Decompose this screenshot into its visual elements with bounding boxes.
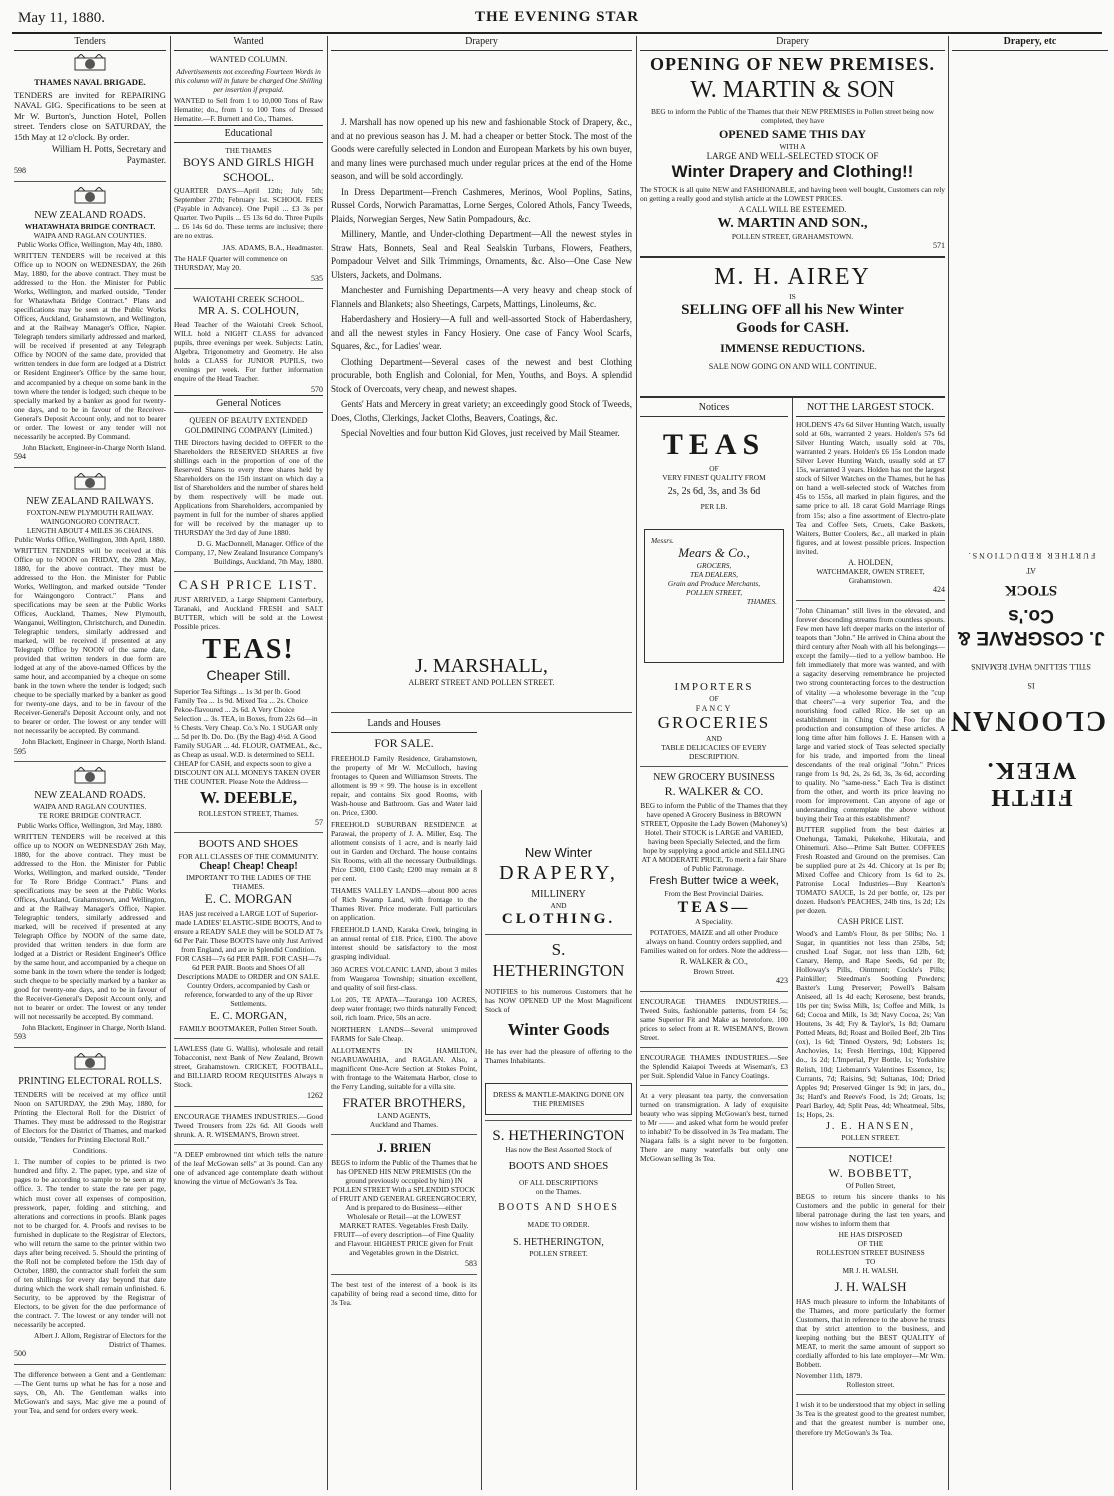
merchant-name: S. HETHERINGTON	[492, 1128, 625, 1145]
ad-body: WRITTEN TENDERS will be received at this Office up to NOON on WEDNESDAY, the 26th May, 1880, for the above contract. They must be addressed to the Hon. the Minister for Public Works, Wellington, and marked outside, "Tender for Whatawhata Bridge Contract." Plans and specifications may be seen at the Public Works Offices, Auckland, Grahamstown, and Wellington, and at the Railway Manager's Office, Napier. Telegraph tenders similarly addressed and marked, will be received if presented at any Telegraph Office by NOON of the same date, provided that written tenders in due form are lodged at a District or Resident Engineer's Office by the same hour, and accompanied by a cheque on some bank in the town where the tender is lodged; such cheque to be specially marked by a banker as good for twenty-one days, and to be in favour of the Receiver-General's Deposit Account only, and not to bearer or order. The lowest or any tender will not necessarily be accepted. By Command.	[14, 251, 166, 441]
ad-number: 583	[465, 1259, 477, 1269]
merchant-address: ALBERT STREET AND POLLEN STREET.	[408, 678, 555, 687]
column-holden-hansen	[796, 402, 945, 1490]
ad-number: 594	[14, 451, 26, 461]
merchant-name: A. HOLDEN,	[848, 557, 893, 567]
ad-line: OF	[709, 463, 719, 473]
ad-line: STOCK	[1004, 582, 1058, 598]
ad-paragraph: Special Novelties and four button Kid Gloves, just received by Mail Steamer.	[341, 428, 620, 439]
ad-signature: William H. Potts, Secretary and Paymaster.	[51, 144, 166, 166]
ad-body: BEG to inform the Public of the Thames that their NEW PREMISES in Pollen street being now completed, they have	[650, 107, 934, 126]
card-line: POLLEN STREET,	[685, 588, 743, 598]
ad-body: NOTIFIES to his numerous Customers that he has NOW OPENED UP the Most Magnificent Stock of	[485, 987, 632, 1015]
ad-heading: WANTED COLUMN.	[209, 54, 288, 65]
ad-body: TENDERS will be received at my office until Noon on SATURDAY, the 29th May, 1880, for Printing the Electoral Roll for the District of Thames. They must be addressed to the Registrar of Electors for the District of Thames, and marked outside, "Tenders for Printing Electoral Roll."	[14, 1090, 166, 1145]
ad-line: TO	[865, 1257, 876, 1267]
ad-line: FURTHER REDUCTIONS.	[966, 551, 1096, 560]
ad-line: LARGE AND WELL-SELECTED STOCK OF	[706, 151, 879, 162]
merchant-name: R. WALKER & CO.	[664, 784, 764, 799]
merchant-address: Auckland and Thames.	[369, 1119, 439, 1129]
ad-line: STILL SELLING WHAT REMAINS	[971, 662, 1091, 671]
masthead	[12, 4, 1102, 34]
ad-body: HAS much pleasure to inform the Inhabitants of the Thames, and more particularly the former Customers, that in reference to the above he trusts that by strict attention to the business, and keeping nothing but the BEST QUALITY of MEAT, to merit the same amount of support so cordially afforded to his late employer—Mr Wm. Bobbett.	[796, 1297, 945, 1370]
column-rule	[792, 398, 793, 1490]
merchant-address: Brown Street.	[693, 966, 735, 976]
ad-line: AND	[705, 733, 722, 743]
ad-body: POTATOES, MAIZE and all other Produce always on hand. Country orders supplied, and Families waited on for orders. Note the address—	[640, 928, 788, 956]
section-header: Tenders	[14, 36, 166, 51]
card-name: Mears & Co.,	[678, 545, 750, 561]
ad-line: SALE NOW GOING ON AND WILL CONTINUE.	[708, 362, 877, 372]
ad-body: BEGS to inform the Public of the Thames that he has OPENED HIS NEW PREMISES (On the ground previously occupied by him) IN POLLEN STREET With a SPLENDID STOCK of FRUIT AND GENERAL GREENGROCERY, And is prepared to do Business—either Wholesale or Retail—at the LOWEST MARKET RATES. Vegetables Fresh Daily. FRUIT—of every description—of Fine Quality and Flavour. HIGHEST PRICE given for Fruit and Vegetables grown in the District.	[331, 1157, 477, 1257]
ad-paragraph: Clothing Department—Several cases of the newest and best Clothing procurable, both English and Colonial, for Men, Youths, and Boys. A splendid Stock of Overcoats, very cheap, and newest shapes.	[331, 356, 632, 394]
ad-headline: SELLING OFF all his New Winter	[681, 301, 904, 318]
merchant-address: Rolleston street.	[846, 1380, 895, 1390]
dressmaking-box: DRESS & MANTLE-MAKING DONE ON THE PREMISES	[485, 1083, 632, 1115]
ad-heading: PRINTING ELECTORAL ROLLS.	[18, 1075, 162, 1087]
ad-line: Of Pollen Street,	[845, 1180, 896, 1190]
ad-subheading: WAIPA AND RAGLAN COUNTIES.	[33, 231, 147, 240]
ad-line: PER LB.	[700, 502, 728, 512]
filler-paragraph: "A DEEP embrowned tint which tells the nature of the leaf McGowan sells" at 3s pound. Can any one of advanced age contemplate death without knowing the virtue of McGowan's 3s Tea.	[174, 1149, 323, 1186]
ad-heading: NEW ZEALAND ROADS.	[34, 790, 146, 802]
ad-line: IS	[1027, 681, 1035, 690]
ad-body: WRITTEN TENDERS will be received at this Office up to NOON on FRIDAY, the 28th May, 1880, for the above contract. They must be addressed to the Hon. the Minister for Public Works, Wellington, and marked outside "Tender for Waingongoro Contract." Plans and specifications may be seen at the Public Works Offices, Auckland, Thames, New Plymouth, Wanganui, Wellington, Christchurch, and Dunedin. Telegraphic tenders, similarly addressed and marked, will be received if presented at any Telegraph Office by NOON of the same date, provided that written tenders in due form are lodged at any of the above-named Offices by the same hour, and accompanied by a cheque on some bank in the town where the tender is lodged; such cheque to be specially marked by a banker as good for twenty-one days, and to be in favour of the Receiver-General's Deposit Account only, and not to bearer or order. The lowest or any tender will not necessarily be accepted. By command.	[14, 545, 166, 736]
section-header: Lands and Houses	[331, 718, 477, 733]
merchant-name: R. WALKER & CO.,	[680, 957, 748, 967]
price-list: Superior Tea Siftings ... 1s 3d per lb. Good Family Tea ... 1s 9d. Mixed Tea ... 2s. Choice Pekoe-flavoured ... 2s 6d. A Very Choice Selection ... 3s. TEA, in Boxes, from 22s 6d—in ½ Chests. Very Cheap. Co.'s No. 1 SUGAR only ... 5d per lb. Do. Do. (By the Bag) 4½d. A Good Family SUGAR ... 4d. FLOUR, OATMEAL, &c., as Cheap as usual. W.D. is determined to SELL CHEAP for CASH, and expects soon to give a DISCOUNT ON ALL MONEYS TAKEN OVER THE COUNTER. Please Note the Address—	[174, 686, 322, 786]
card-line: GROCERS,	[696, 560, 732, 570]
ad-line: VERY FINEST QUALITY FROM	[662, 472, 766, 482]
ad-heading: NEW ZEALAND ROADS.	[34, 209, 146, 221]
section-header: Educational	[174, 125, 323, 143]
ad-number: 570	[311, 385, 323, 395]
ad-subheading: IMPORTANT TO THE LADIES OF THE THAMES.	[186, 873, 311, 892]
merchant-name: W. DEEBLE,	[199, 787, 298, 807]
merchant-name: J. COSGRAVE & Co.'s	[957, 605, 1105, 648]
ad-body: LAWLESS (late G. Wallis), wholesale and retail Tobacconist, next Bank of New Zealand, Brown street, Grahamstown. CRICKET, FOOTBALL, and BILLIARD ROOM REQUISITES Always n Stock.	[174, 1043, 323, 1089]
ad-paragraph: Manchester and Furnishing Departments—A very heavy and cheap stock of Flannels and Blankets; also Sheetings, Carpets, Mattings, Linoleums, &c.	[331, 285, 632, 309]
ad-subheading: WAINGONGORO CONTRACT.	[40, 516, 140, 526]
ad-heading: NEW GROCERY BUSINESS	[653, 772, 775, 784]
section-header: Drapery	[331, 36, 632, 51]
ad-number: 500	[14, 1349, 26, 1359]
ad-line: 2s, 2s 6d, 3s, and 3s 6d	[667, 485, 761, 497]
ad-line: ROLLESTON STREET BUSINESS	[816, 1248, 925, 1258]
ad-line: FANCY	[695, 703, 733, 713]
ad-headline: OPENED SAME THIS DAY	[718, 127, 867, 142]
merchant-name: FRATER BROTHERS,	[342, 1094, 466, 1110]
ad-line: MADE TO ORDER.	[527, 1220, 590, 1230]
ad-heading: CASH PRICE LIST.	[837, 917, 904, 927]
ad-number: 595	[14, 746, 26, 756]
ad-line: BOOTS AND SHOES	[498, 1201, 619, 1213]
column-rule	[636, 36, 637, 1490]
ad-line: Has now the Best Assorted Stock of	[505, 1145, 612, 1155]
column-drapery-martin	[640, 36, 945, 392]
ad-heading: WAIOTAHI CREEK SCHOOL.	[192, 294, 305, 305]
merchant-address: FAMILY BOOTMAKER, Pollen Street South.	[179, 1023, 318, 1033]
merchant-name: M. H. AIREY	[714, 263, 871, 290]
ad-subheading: FOXTON-NEW PLYMOUTH RAILWAY.	[26, 507, 154, 517]
ad-body: BUTTER supplied from the best dairies at Onehunga, Tamaki, Pukekohe, Hikutaia, and Ohinemuri. Also—Prime Salt Butter. COFFEES Fresh Roasted and Ground on the premises. Can be supplied pure at 2s 4d. Chicory at 1s per lb; Mixed Coffee and Chicory from 1s 6d to 2s. Patronise Local Industries—Buy Kearton's TOMATO SAUCE, 1s 2d per bottle, or, 12s per dozen. Hudson's PEACHES, 24lb tins, 1s 2d; 12s per dozen.	[796, 824, 945, 916]
separator	[640, 396, 945, 398]
ad-heading: BOOTS AND SHOES	[198, 838, 299, 851]
ad-headline: Winter Drapery and Clothing!!	[671, 162, 914, 182]
ad-headline: TEAS—	[677, 898, 751, 916]
column-lands-houses	[331, 718, 477, 1490]
marshall-signature-block	[331, 655, 632, 687]
ad-heading: NEW ZEALAND RAILWAYS.	[26, 495, 154, 507]
ad-signature: John Blackett, Engineer in Charge, North Island.	[21, 1023, 166, 1033]
section-header: Drapery, etc	[952, 36, 1108, 51]
ad-headline: Goods for CASH.	[736, 320, 849, 337]
ad-headline: GROCERIES	[657, 713, 771, 733]
ad-line: A CALL WILL BE ESTEEMED.	[738, 204, 847, 214]
column-rule	[481, 790, 482, 1490]
property-listing: Lot 205, TE APATA—Tauranga 100 ACRES, deep water frontage; two thirds naturally Fenced; soil, rich loam. Price, 50s an acre.	[331, 994, 477, 1022]
ad-heading: THE THAMES	[225, 146, 272, 156]
royal-crest-icon	[73, 473, 107, 493]
property-listing: NORTHERN LANDS—Several unimproved FARMS for Sale Cheap.	[331, 1024, 477, 1043]
ad-and: AND	[550, 901, 567, 911]
column-rule	[170, 36, 171, 1490]
column-rule	[327, 36, 328, 1490]
ad-number: 571	[933, 240, 945, 250]
ad-slogan: Cheap! Cheap! Cheap!	[199, 860, 298, 872]
ad-number: 593	[14, 1032, 26, 1042]
ad-body: The STOCK is all quite NEW and FASHIONABLE, and having been well bought, Customers can rely on getting a really good and stylish article at the LOWEST PRICES.	[640, 184, 945, 203]
ad-body: ENCOURAGE THAMES INDUSTRIES.—Good Tweed Trousers from 22s 6d. All Goods well shrunk. A. R. WISEMAN'S, Brown street.	[174, 1111, 323, 1139]
ad-line: WITH A	[779, 142, 806, 152]
column-tenders	[14, 36, 166, 1490]
merchant-name: J. E. HANSEN,	[825, 1120, 916, 1132]
ad-subheading: Conditions.	[72, 1146, 108, 1156]
merchant-name: W. MARTIN & SON	[690, 77, 895, 104]
card-line: THAMES.	[746, 597, 777, 607]
royal-crest-icon	[73, 767, 107, 787]
royal-crest-icon	[73, 1053, 107, 1073]
filler-paragraph: At a very pleasant tea party, the conversation turned on transmigration. A lady of exquisite beauty who was sipping McGowan's best, turned to Mr —— and asked what form he would prefer to inhabit? To be dissolved in 3s Tea madam. The Niagara falls is a sight never to be forgotten. There are many waterfalls but only one McGowan selling 3s Tea.	[640, 1091, 788, 1164]
ad-subheading: Cheaper Still.	[206, 667, 291, 684]
ad-body: ENCOURAGE THAMES INDUSTRIES.—See the Splendid Kaiapoi Tweeds at Wiseman's, £3 per Suit. Splendid Value in Fancy Coatings.	[640, 1052, 788, 1080]
separator	[331, 712, 632, 713]
ad-date: November 11th, 1879.	[796, 1371, 863, 1381]
ad-line: HE HAS DISPOSED	[838, 1230, 903, 1240]
merchant-name: W. BOBBETT,	[828, 1166, 913, 1181]
ad-office: Public Works Office, Wellington, May 4th, 1880.	[17, 240, 163, 250]
merchant-address: POLLEN STREET.	[529, 1249, 588, 1259]
ad-number: 598	[14, 166, 26, 176]
ad-signature: JAS. ADAMS, B.A., Headmaster.	[222, 242, 323, 252]
merchant-name: W. MARTIN AND SON.,	[717, 215, 868, 231]
section-header: Drapery	[640, 36, 945, 51]
ad-body: HOLDEN'S 47s 6d Silver Hunting Watch, usually sold at 60s, warranted 2 years. Holden's 57s 6d Silver Hunting Watch, usually sold at 70s, warranted 2 years. Holden's £6 15s London made Silver Lever Hunting Watch, usually sold at £7 15s, warranted 3 years. Holden has not the largest stock of Silver Watches on the Thames, but he has on hand a well-selected stock of Watches from 45s to 155s, all marked in plain figures, and the same price to all. 18 carat Gold Marriage Rings from 15s; also a fine assortment of Electro-plate Tea and Coffee Sets, Cruets, Cake Baskets, Waiters, Butter Coolers, &c., all marked in plain figures, and at lowest possible prices. Inspection invited.	[796, 420, 945, 556]
ad-body: WANTED to Sell from 1 to 10,000 Tons of Raw Hematite; do., from 1 to 100 Tons of Dressed Hematite.—F. Burnett and Co., Thames.	[174, 95, 323, 123]
ad-line: OF ALL DESCRIPTIONS	[519, 1177, 598, 1187]
ad-office: Public Works Office, Wellington, 30th April, 1880.	[14, 534, 166, 544]
ad-paragraph: In Dress Department—French Cashmeres, Merinos, Wool Poplins, Satins, Russel Cords, Norwich Paramattas, Lorne Serges, Colored Athols, Fancy Tweeds, Plaids, Norwegian Serges, New Satin Pompadours, &c.	[331, 186, 632, 224]
issue-date: May 11, 1880.	[18, 10, 105, 26]
ad-conditions: 1. The number of copies to be printed is two hundred and fifty. 2. The paper, type, and size of pages to be according to sample to be seen at my office. 3. The tender to state the rate per page, which must cover all expenses of composition, presswork, paper, folding and stitching, and alterations and corrections in proofs. Blank pages not to be charged for. 4. Proofs and revises to be furnished in duplicate to the Registrar of Electors, who will return the same to the printer within two days after being received. 5. Should the printing of the Roll not be completed before the 15th day of October, 1880, the contractor shall forfeit the sum of ten shillings for every day beyond that date during which the work shall remain unfinished. 6. Security, to be approved by the Registrar of Electors, to be given for the due performance of the contract. 7. The lowest or any tender will not necessarily be accepted.	[14, 1157, 166, 1329]
merchant-address: POLLEN STREET, GRAHAMSTOWN.	[731, 231, 854, 241]
ad-headline: CLOTHING.	[501, 911, 616, 928]
merchant-name: E. C. MORGAN,	[210, 1010, 287, 1023]
ad-number: 57	[315, 817, 323, 827]
ad-body: TENDERS are invited for REPAIRING NAVAL GIG. Specifications to be seen at Mr W. Burton's, Junction Hotel, Pollen street. Tenders close on SATURDAY, the 15th May at 12 o'clock. By order.	[14, 89, 166, 142]
section-header: General Notices	[174, 395, 323, 413]
upside-down-advertisement	[948, 230, 1106, 850]
ad-number: 424	[933, 585, 945, 595]
property-listing: THAMES VALLEY LANDS—about 800 acres of Rich Swamp Land, with frontage to the Thames River. Price moderate. Full particulars on application.	[331, 886, 477, 923]
ad-heading: CASH PRICE LIST.	[178, 577, 319, 593]
ad-subheading: WAIPA AND RAGLAN COUNTIES.	[33, 802, 147, 812]
section-header: Notices	[640, 402, 788, 417]
section-header: Wanted	[174, 36, 323, 51]
ad-body: THE Directors having decided to OFFER to the Shareholders the RESERVED SHARES at five shillings each in the proportion of one of the Reserved Shares to every three shares held by Shareholders on the 15th instant on which day a list of Shareholders and the number of shares held by them respectively will be made out. Applications from Shareholders, accompanied by payment in full for the number of shares applied for will be received by the manager up to THURSDAY the 3rd day of June 1880.	[174, 437, 323, 538]
ad-headline: OPENING OF NEW PREMISES.	[649, 54, 936, 75]
ad-body: JUST ARRIVED, a Large Shipment Canterbury, Taranaki, and Auckland FRESH and SALT BUTTER, which will be sold at the Lowest Possible prices.	[174, 595, 323, 632]
business-card	[644, 529, 784, 663]
card-line: Messrs.	[651, 536, 674, 546]
ad-body: "John Chinaman" still lives in the elevated, and forever descending streams from countless spouts. Few men have left deeper marks on the interior of teapots than "John." He arrived in China about the third century after Noah with all his belongings—except the family—tied to a yellow bamboo. He felt immediately that more was wanted, and with a sagacity deserving remembrance he projected two strong counteracting forces to the destruction of vitality —a wholesome beverage in the "cup that cheers"—a very superior Tea, and the nourishing food called Rice. He set up an establishment in Ching Chow Foo for the production and consumption of these articles. A long time after him follows J. E. Hansen with a large and varied stock of Teas selected specially for his trade, and imported from the lineal descendants of the real original "John." Prices range from 1s 9d, 2s, 2s 6d, 3s, 3s 6d, according to quality. No "same-ness." Each Tea is distinct from the other, and worth its price leaving no room for improvement. Can anyone of age or understanding contemplate the above without buying their Tea at this establishment?	[796, 606, 945, 823]
teas-headline: TEAS!	[202, 634, 295, 666]
ad-body: ENCOURAGE THAMES INDUSTRIES.—Tweed Suits, fashionable patterns, from £4 5s; same Superior Fit and Make as heretofore. 100 prices to select from at R. WISEMAN'S, Brown Street.	[640, 996, 788, 1042]
school-title: BOYS AND GIRLS HIGH SCHOOL.	[182, 155, 314, 184]
ad-line: AT	[1026, 566, 1036, 575]
ad-headline: DRAPERY,	[499, 861, 618, 884]
ad-paragraph: J. Marshall has now opened up his new and fashionable Stock of Drapery, &c., and at no previous season has J. M. had a cheaper or better Stock. The most of the Goods were carefully selected in London and European Markets by his own buyer, and many lines were purchased much under regular prices at the end of the Home season, and will be sold accordingly.	[331, 117, 632, 182]
ad-headline: FIFTH WEEK.	[985, 757, 1077, 810]
ad-signature: John Blackett, Engineer in Charge, North Island.	[21, 737, 166, 747]
royal-crest-icon	[73, 54, 107, 74]
merchant-name: S. HETHERINGTON	[492, 939, 625, 980]
ad-heading: THAMES NAVAL BRIGADE.	[34, 77, 146, 88]
ad-signature: Albert J. Allom, Registrar of Electors for the District of Thames.	[34, 1330, 166, 1349]
ad-line: MR J. H. WALSH.	[842, 1266, 899, 1276]
ad-heading: New Winter	[524, 845, 593, 860]
ad-note: Advertisements not exceeding Fourteen Words in this column will in future be charged One Shilling per insertion if prepaid.	[174, 66, 323, 94]
ad-subheading: LAND AGENTS,	[377, 1110, 431, 1120]
ad-line: OF THE	[857, 1239, 884, 1249]
ad-number: 535	[311, 273, 323, 283]
ad-office: Public Works Office, Wellington, 3rd May, 1880.	[17, 820, 163, 830]
ad-subheading: FOR ALL CLASSES OF THE COMMUNITY.	[178, 851, 319, 861]
ad-headline: IMMENSE REDUCTIONS.	[720, 341, 865, 356]
ad-subheading: MILLINERY	[531, 889, 586, 901]
ad-line: A Speciality.	[695, 917, 733, 927]
property-listing: FREEHOLD SUBURBAN RESIDENCE at Parawai, the property of J. A. Miller, Esq. The allotment consists of 1 acre, and is nearly laid out in Garden and Orchard. The house contains Six Rooms, with all the necessary Outbuildings. Price £300, £100 Cash; £200 may remain at 8 per cent.	[331, 820, 477, 884]
ad-number: 1262	[307, 1090, 323, 1100]
ad-number: 423	[776, 976, 788, 985]
ad-heading: QUEEN OF BEAUTY EXTENDED GOLDMINING COMPANY (Limited.)	[184, 416, 313, 436]
ad-body: WRITTEN TENDERS will be received at this office up to NOON on WEDNESDAY 26th May, 1880, for the above contract. They must be addressed to the Hon. the Minister for Public Works, Wellington, and marked outside, "Tender for Te Rore Bridge Contract." Plans and specifications may be seen at the Public Works Offices, Auckland, Grahamstown, and Wellington, and at the Railway Manager's Office, Napier. Telegraphic tenders, similarly addressed and marked, will be received if presented at any Telegraph Office by NOON of the same date, provided that written tenders in due form are lodged at a District or Resident Engineer's Office by the same hour, and accompanied by a cheque on some bank in the town where the tender is lodged; such cheque to be specially marked by a banker as good for twenty-one days, and to be in favour of the Receiver-General's Deposit Account only, and not to bearer or order. The lowest or any tender will not necessarily be accepted. By command.	[14, 831, 166, 1022]
merchant-address: POLLEN STREET.	[841, 1132, 900, 1142]
ad-subheading: WHATAWHATA BRIDGE CONTRACT.	[24, 221, 156, 231]
filler-paragraph: I wish it to be understood that my object in selling 3s Tea is the greatest good to the greatest number, and that the greatest number is number one, therefore try McGowan's 3s Tea.	[796, 1400, 945, 1437]
column-wanted	[174, 36, 323, 1490]
merchant-name: J. H. WALSH	[834, 1279, 907, 1295]
ad-paragraph: Haberdashery and Hosiery—A full and well-assorted Stock of Haberdashery, and all the newest styles in Fancy Hosiery. One case of Fancy Wool Scarfs, Squares, &c., for Ladies' wear.	[331, 314, 632, 352]
ad-subheading: TE RORE BRIDGE CONTRACT.	[38, 811, 142, 821]
ad-line: BOOTS AND SHOES	[508, 1159, 609, 1172]
ad-signature: D. G. MacDonnell, Manager. Office of the Company, 17, New Zealand Insurance Company's Buildings, Auckland, 7th May, 1880.	[174, 539, 323, 567]
ad-body: Head Teacher of the Waiotahi Creek School, WILL hold a NIGHT CLASS for advanced pupils, three evenings per week. Subjects: Latin, Algebra, Trigonometry and Geometry. He also holds a CLASS for JUNIOR PUPILS, two evenings per week. For further information enquire of the Head Teacher.	[174, 320, 323, 384]
ad-body: BEGS to return his sincere thanks to his Customers and the public in general for their liberal patronage during the last ten years, and now wishes to inform them that	[796, 1191, 945, 1229]
ad-line: OF	[709, 694, 719, 704]
ad-line: IS	[789, 291, 796, 301]
ad-body: HAS just received a LARGE LOT of Superior-made LADIES' ELASTIC-SIDE BOOTS, And to ensure a READY SALE they will be SOLD AT 7s 6d Per Pair. These BOOTS have only Just Arrived from England, and are in Splendid Condition. FOR CASH—7s 6d PER PAIR. FOR CASH—7s 6d PER PAIR. Boots and Shoes Of all Descriptions MADE to ORDER and ON SALE. Country Orders, accompanied by Cash or reference, forwarded to any of the up River Settlements.	[174, 908, 323, 1009]
ad-body: QUARTER DAYS—April 12th; July 5th; September 27th; February 1st. SCHOOL FEES (Payable in Advance). One Pupil ... £3 3s per Quarter. Two Pupils ... £5 13s 6d do. Three Pupils ... £6 14s 6d do. These terms are inclusive; there are no extras.	[174, 186, 323, 241]
filler-paragraph: The best test of the interest of a book is its capability of being read a second time, ditto for 3s Tea.	[331, 1279, 477, 1307]
ad-signature: John Blackett, Engineer-in-Charge North Island.	[22, 442, 166, 452]
ad-line: TABLE DELICACIES OF EVERY DESCRIPTION.	[661, 743, 767, 762]
merchant-name: S. HETHERINGTON,	[513, 1237, 604, 1249]
ad-line: From the Best Provincial Dairies.	[664, 888, 764, 898]
ad-body: He has ever had the pleasure of offering to the Thames Inhabitants.	[485, 1047, 632, 1066]
merchant-name: J. BRIEN	[376, 1139, 432, 1155]
property-listing: ALLOTMENTS IN HAMILTON, NGARUAWAHIA, and RAGLAN. Also, a magnificent One-Acre Section at Stokes Point, with frontage to the Waitemata Harbor, close to the Ferry Landing, suitable for a villa site.	[331, 1045, 477, 1091]
ad-paragraph: Millinery, Mantle, and Under-clothing Department—All the newest styles in Straw Hats, Bonnets, Seal and Real Sealskin Turbans, Flowers, Feathers, Pompadour Velvet and Silk Trimmings, Ornaments, &c. Also—One Case New Ulsters, Jackets, and Dolmans.	[331, 229, 632, 280]
card-line: TEA DEALERS,	[690, 569, 738, 579]
ad-headline: Winter Goods	[507, 1020, 610, 1040]
ad-paragraph: Gents' Hats and Mercery in great variety; an exceedingly good Stock of Tweeds, Does, Cloths, Clerkings, Jacket Cloths, Beavers, Coatings, &c.	[331, 399, 632, 423]
ad-headline: IMPORTERS	[674, 681, 754, 694]
merchant-name: J. MARSHALL,	[415, 655, 548, 677]
price-list: Wood's and Lamb's Flour, 8s per 50lbs; No. 1 Sugar, in quantities not less than 25lbs, 5d; crushed Loaf Sugar, not less than 12lb, 6d; Canary, Hemp, and Rape Seeds, 6d per lb; Holloway's Pills, Ointment; Cockle's Pills; Painkiller; Steedman's Soothing Powders; Baxter's Lung Preserver; Powell's Balsam Aniseed, all 1s 4d each; Kerosene, best brands, 10s per tin; Swiss Milk, 1s; Coffee and Milk, 1s 6d; Cocoa and Milk, 1s 3d; Navy Cocoa, 2s; Van Houtens, 3s 4d; Fry & Taylor's, 1s 8d; Oamaru Potted Meats, 8d; Roast and Boiled Beef, 2lb Tins (ox), 1s 6d; Tinned Oysters, 9d; Lobsters 1s; Anchovies, 1s; Fresh Herrings, 10d; Kippered do., 1s 2d; L'Imperial, Pyr Bottle, 1s; Yorkshire Relish, 10d; Liebmann's Valentines Essence, 1s; Currants, 7d; Raisins, 9d; Sultanas, 10d; Dried Apples 9d; Preserved Ginger 1s 9d; in jars, do., 3s; Hard's and Reeve's Food, 1s 2d; Groats, 1s; Pearl Barley, 4d; Split Peas, 4d; Wheatmeal, 5lbs, 1s; Hops, 2s.	[796, 929, 945, 1119]
property-listing: FREEHOLD LAND, Karaka Creek, bringing in an annual rental of £18. Price, £100. The above interest should be satisfactory to the most grasping individual.	[331, 925, 477, 962]
property-listing: FREEHOLD Family Residence, Grahamstown, the property of Mr W. McCulloch, having frontages to Queen and Williamson Streets. The allotment is 99 × 99. The house is in excellent repair, and contains Six good Rooms, with Wash-house and Bathroom. Gas and Water laid on. Price, £300.	[331, 753, 477, 817]
royal-crest-icon	[73, 187, 107, 207]
merchant-address: ROLLESTON STREET, Thames.	[198, 808, 299, 818]
teas-headline: TEAS	[662, 428, 766, 462]
column-notices	[640, 402, 788, 1490]
ad-subheading: LENGTH ABOUT 4 MILES 36 CHAINS.	[26, 525, 154, 535]
merchant-address: WATCHMAKER, OWEN STREET, Grahamstown.	[816, 567, 925, 586]
ad-heading: NOTICE!	[848, 1152, 893, 1165]
filler-paragraph: The difference between a Gent and a Gentleman:—The Gent turns up what he has for a nose and says, Oh, Ah. The Gentleman walks into McGowan's and says, Mac give me a pound of your Tea, and send for orders every week.	[14, 1369, 166, 1415]
card-line: Grain and Produce Merchants,	[667, 579, 761, 589]
ad-name: MR A. S. COLHOUN,	[198, 304, 299, 317]
property-listing: 360 ACRES VOLCANIC LAND, about 3 miles from Waugaroa Township; situation excellent, and quality of soil first-class.	[331, 964, 477, 992]
column-drapery-marshall	[331, 36, 632, 456]
column-rule	[948, 36, 949, 1490]
ad-headline: CLOONAN	[948, 705, 1106, 736]
ad-body: The HALF Quarter will commence on THURSDAY, May 20.	[174, 253, 288, 272]
column-hetherington	[485, 845, 632, 1490]
ad-heading: NOT THE LARGEST STOCK.	[796, 402, 945, 417]
ad-heading: FOR SALE.	[374, 736, 434, 751]
ad-line: on the Thames.	[535, 1186, 582, 1196]
ad-headline: Fresh Butter twice a week,	[649, 875, 779, 888]
newspaper-title: THE EVENING STAR	[474, 9, 640, 25]
ad-body: BEG to inform the Public of the Thames that they have opened A Grocery Business in BROWN STREET, Opposite the Lady Bowen (Mahoney's) Hotel. Their STOCK is LARGE and VARIED, having been Specially Selected, and the firm hope by supplying a good article and SELLING AT A MODERATE PRICE, To merit a fair Share of Public Patronage.	[640, 800, 788, 874]
merchant-name: E. C. MORGAN	[204, 891, 293, 907]
